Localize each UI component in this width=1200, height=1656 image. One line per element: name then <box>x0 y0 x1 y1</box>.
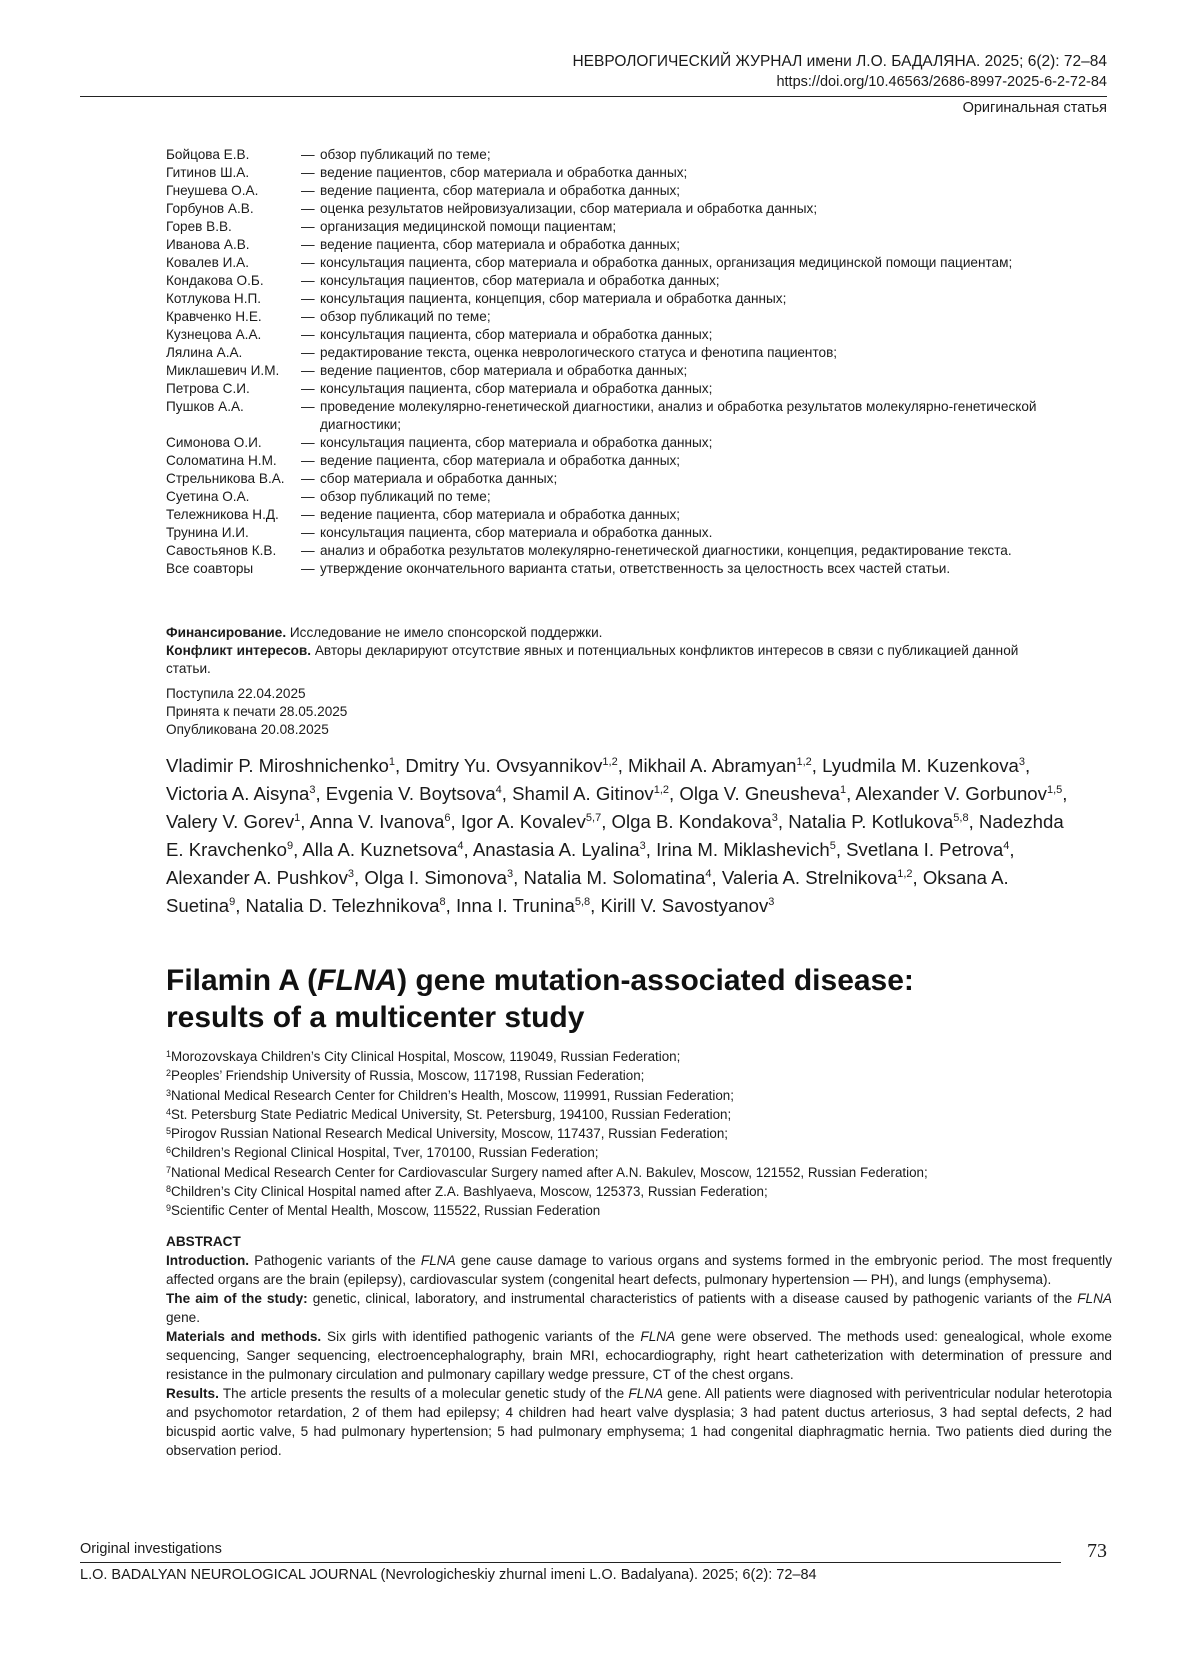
affiliation <box>166 1066 1066 1085</box>
author-name: Valery V. Gorev <box>166 811 295 832</box>
title-part-2: ) gene mutation-associated disease: <box>397 964 914 997</box>
affiliation <box>166 1182 1066 1201</box>
affiliation-number: 3 <box>166 1087 172 1098</box>
contribution-row <box>166 326 1046 344</box>
contribution-role: консультация пациента, сбор материала и обработка данных; <box>320 327 713 342</box>
intro-text-a: Pathogenic variants of the <box>249 1253 421 1268</box>
journal-citation: НЕВРОЛОГИЧЕСКИЙ ЖУРНАЛ имени Л.О. БАДАЛЯНА. 2025; 6(2): 72–84 <box>572 53 1107 70</box>
contribution-role: консультация пациентов, сбор материала и обработка данных; <box>320 273 720 288</box>
author-affiliation-ref: 9 <box>229 896 236 908</box>
abstract-aim <box>166 1289 1112 1327</box>
intro-label: Introduction. <box>166 1253 250 1268</box>
author-name: Valeria A. Strelnikova <box>721 867 898 888</box>
contribution-role: ведение пациента, сбор материала и обработка данных; <box>320 237 681 252</box>
author-affiliation-ref: 4 <box>705 868 712 880</box>
author-affiliation-ref: 9 <box>286 840 294 852</box>
contributor-name: Горбунов А.В. <box>166 201 254 216</box>
article-title <box>166 962 1066 1036</box>
contribution-row <box>166 218 1046 236</box>
abstract-methods <box>166 1327 1112 1384</box>
contribution-role: обзор публикаций по теме; <box>320 309 491 324</box>
author-name: Nadezhda E. Kravchenko <box>166 811 1064 860</box>
author <box>310 811 451 832</box>
contribution-role: консультация пациента, сбор материала и обработка данных; <box>320 435 713 450</box>
author-name: Anna V. Ivanova <box>309 811 445 832</box>
contribution-dash: — <box>301 255 315 270</box>
date-received: Поступила 22.04.2025 <box>166 686 306 701</box>
conflict-statement <box>166 642 1046 678</box>
author <box>656 839 836 860</box>
author-affiliation-ref: 3 <box>507 868 514 880</box>
contributor-name: Горев В.В. <box>166 219 232 234</box>
contribution-role: анализ и обработка результатов молекулярно-генетической диагностики, концепция, редактирование текста. <box>320 543 1012 558</box>
contribution-dash: — <box>301 525 315 540</box>
contributor-name: Лялина А.А. <box>166 345 243 360</box>
affiliation <box>166 1201 1066 1220</box>
author-name: Natalia D. Telezhnikova <box>245 895 440 916</box>
results-text-b: gene. All patients were diagnosed with periventricular nodular heterotopia and psychomotor retardation, 2 of them had epilepsy; 4 children had heart valve dysplasia; 3 had patent ductus arteriosus, 3 had septal defects, 2 had bicuspid aortic valve, 5 had pulmonary hypertension; 5 had pulmonary emphysema; 1 had congenital diaphragmatic hernia. Two patients died during the observation period. <box>166 1386 1112 1458</box>
contributor-name: Савостьянов К.В. <box>166 543 277 558</box>
contribution-row <box>166 560 1046 578</box>
affiliation <box>166 1047 1066 1066</box>
author <box>822 755 1025 776</box>
conflict-text: Авторы декларируют отсутствие явных и потенциальных конфликтов интересов в связи с публикацией данной статьи. <box>166 643 1019 676</box>
author <box>523 867 711 888</box>
affiliation-number: 8 <box>166 1184 172 1195</box>
author-affiliation-ref: 8 <box>439 896 446 908</box>
aim-text-b: gene. <box>166 1310 201 1325</box>
author-name: Kirill V. Savostyanov <box>600 895 769 916</box>
contribution-role: сбор материала и обработка данных; <box>320 471 558 486</box>
author-affiliation-ref: 6 <box>444 812 451 824</box>
author-affiliation-ref: 3 <box>639 840 646 852</box>
author-name: Shamil A. Gitinov <box>512 783 654 804</box>
abstract-results <box>166 1384 1112 1460</box>
author-contributions <box>166 146 1046 578</box>
author-name: Lyudmila M. Kuzenkova <box>822 755 1019 776</box>
page-number: 73 <box>1087 1540 1107 1562</box>
author-name: Evgenia V. Boytsova <box>325 783 496 804</box>
funding-statement <box>166 624 1046 642</box>
footer-section: Original investigations <box>80 1541 222 1557</box>
contributor-name: Бойцова Е.В. <box>166 147 250 162</box>
contribution-row <box>166 434 1046 452</box>
author-affiliation-ref: 1,2 <box>602 756 618 768</box>
author-name: Natalia M. Solomatina <box>523 867 706 888</box>
affiliation <box>166 1163 1066 1182</box>
author-name: Inna I. Trunina <box>455 895 575 916</box>
affiliation-number: 5 <box>166 1126 172 1137</box>
contributor-name: Кузнецова А.А. <box>166 327 262 342</box>
author <box>612 811 778 832</box>
author <box>166 867 354 888</box>
contribution-role: ведение пациентов, сбор материала и обработка данных; <box>320 165 688 180</box>
contributor-name: Трунина И.И. <box>166 525 249 540</box>
contributor-name: Кондакова О.Б. <box>166 273 264 288</box>
author-name: Mikhail A. Abramyan <box>628 755 797 776</box>
contribution-row <box>166 182 1046 200</box>
author-affiliation-ref: 1,2 <box>897 868 913 880</box>
contributor-name: Все соавторы <box>166 561 254 576</box>
author-affiliation-ref: 1,2 <box>653 784 670 796</box>
affiliation-number: 6 <box>166 1145 172 1156</box>
author <box>788 811 968 832</box>
author-name: Vladimir P. Miroshnichenko <box>166 755 389 776</box>
contribution-dash: — <box>301 309 315 324</box>
contributor-name: Пушков А.А. <box>166 399 244 414</box>
affiliation-text: National Medical Research Center for Children’s Health, Moscow, 119991, Russian Federation; <box>171 1087 734 1103</box>
author <box>846 839 1009 860</box>
affiliation-number: 7 <box>166 1164 172 1175</box>
funding-label: Финансирование. <box>166 625 287 640</box>
contribution-dash: — <box>301 471 315 486</box>
author-affiliation-ref: 1 <box>388 756 396 768</box>
article-dates <box>166 685 347 739</box>
aim-text-a: genetic, clinical, laboratory, and instrumental characteristics of patients with a disease caused by pathogenic variants of the <box>307 1291 1078 1306</box>
title-gene: FLNA <box>317 964 398 997</box>
contribution-role: организация медицинской помощи пациентам; <box>320 219 617 234</box>
author-affiliation-ref: 4 <box>495 784 502 796</box>
author <box>326 783 502 804</box>
contributor-name: Котлукова Н.П. <box>166 291 262 306</box>
contributor-name: Тележникова Н.Д. <box>166 507 279 522</box>
affiliation-text: Children’s City Clinical Hospital named after Z.A. Bashlyaeva, Moscow, 125373, Russian Federation; <box>171 1184 768 1200</box>
contribution-dash: — <box>301 381 315 396</box>
contribution-role: консультация пациента, концепция, сбор материала и обработка данных; <box>320 291 787 306</box>
contribution-dash: — <box>301 345 315 360</box>
author <box>628 755 812 776</box>
author-affiliation-ref: 3 <box>347 868 355 880</box>
intro-text-b: gene cause damage to various organs and systems formed in the embryonic period. The most frequently affected organs are the brain (epilepsy), cardiovascular system (congenital heart defects, pulmonary hypertension — PH), and lungs (emphysema). <box>166 1253 1112 1287</box>
doi-link[interactable]: https://doi.org/10.46563/2686-8997-2025-6-2-72-84 <box>776 74 1107 90</box>
abstract <box>166 1232 1112 1460</box>
author-affiliation-ref: 1 <box>294 812 301 824</box>
title-part-1: Filamin A ( <box>166 964 318 997</box>
author-name: Olga B. Kondakova <box>611 811 772 832</box>
author-affiliation-ref: 5 <box>829 840 836 852</box>
results-text-a: The article presents the results of a molecular genetic study of the <box>218 1386 629 1401</box>
contributor-name: Кравченко Н.Е. <box>166 309 262 324</box>
affiliations <box>166 1047 1066 1221</box>
contribution-row <box>166 470 1046 488</box>
methods-text-b: gene were observed. The methods used: genealogical, whole exome sequencing, Sanger sequencing, electroencephalography, brain MRI, echocardiography, right heart catheterization with determination of pressure and resistance in the pulmonary circulation and pulmonary capillary wedge pressure, CT of the chest organs. <box>166 1329 1112 1382</box>
abstract-introduction <box>166 1251 1112 1289</box>
author-name: Igor A. Kovalev <box>460 811 586 832</box>
contributor-name: Соломатина Н.М. <box>166 453 277 468</box>
contribution-role: ведение пациента, сбор материала и обработка данных; <box>320 507 681 522</box>
author <box>473 839 646 860</box>
author <box>722 867 913 888</box>
author-name: Natalia P. Kotlukova <box>788 811 954 832</box>
contribution-dash: — <box>301 201 315 216</box>
author-name: Alla A. Kuznetsova <box>302 839 458 860</box>
contribution-role: обзор публикаций по теме; <box>320 489 491 504</box>
contribution-row <box>166 164 1046 182</box>
author-affiliation-ref: 3 <box>771 812 778 824</box>
contribution-dash: — <box>301 273 315 288</box>
contribution-role: ведение пациента, сбор материала и обработка данных; <box>320 453 681 468</box>
contribution-dash: — <box>301 183 315 198</box>
affiliation-text: National Medical Research Center for Cardiovascular Surgery named after A.N. Bakulev, Moscow, 121552, Russian Federation; <box>171 1164 928 1180</box>
author-name: Irina M. Miklashevich <box>656 839 830 860</box>
abstract-heading: ABSTRACT <box>166 1234 241 1249</box>
running-header <box>572 52 1107 92</box>
contribution-row <box>166 488 1046 506</box>
methods-gene: FLNA <box>640 1329 676 1344</box>
results-label: Results. <box>166 1386 219 1401</box>
contribution-row <box>166 200 1046 218</box>
affiliation-text: Morozovskaya Children’s City Clinical Hospital, Moscow, 119049, Russian Federation; <box>171 1049 681 1064</box>
author <box>601 895 775 916</box>
funding-text: Исследование не имело спонсорской поддержки. <box>289 625 603 640</box>
author <box>461 811 601 832</box>
author-affiliation-ref: 1 <box>839 784 847 796</box>
author <box>166 755 395 776</box>
methods-label: Materials and methods. <box>166 1329 322 1344</box>
author-name: Olga V. Gneusheva <box>679 783 840 804</box>
footer-rule <box>80 1562 1061 1563</box>
author-name: Victoria A. Aisyna <box>166 783 310 804</box>
affiliation-text: Pirogov Russian National Research Medical University, Moscow, 117437, Russian Federation; <box>171 1126 728 1142</box>
author-affiliation-ref: 5,7 <box>585 812 602 824</box>
affiliation-number: 9 <box>166 1203 172 1214</box>
author-name: Svetlana I. Petrova <box>846 839 1004 860</box>
author <box>166 811 300 832</box>
contribution-row <box>166 146 1046 164</box>
author <box>456 895 590 916</box>
contribution-role: оценка результатов нейровизуализации, сбор материала и обработка данных; <box>320 201 818 216</box>
contribution-dash: — <box>301 363 315 378</box>
contributor-name: Симонова О.И. <box>166 435 262 450</box>
affiliation-number: 2 <box>166 1068 172 1079</box>
results-gene: FLNA <box>628 1386 664 1401</box>
contribution-dash: — <box>301 489 315 504</box>
author <box>166 783 315 804</box>
contributor-name: Стрельникова В.А. <box>166 471 285 486</box>
contribution-role: проведение молекулярно-генетической диагностики, анализ и обработка результатов молекулярно-генетической диагностики; <box>320 399 1037 432</box>
contribution-row <box>166 236 1046 254</box>
contribution-dash: — <box>301 435 315 450</box>
author-affiliation-ref: 5,8 <box>574 896 591 908</box>
contribution-role: ведение пациента, сбор материала и обработка данных; <box>320 183 681 198</box>
author <box>302 839 463 860</box>
affiliation <box>166 1143 1066 1162</box>
author-affiliation-ref: 3 <box>1018 756 1025 768</box>
author-affiliation-ref: 5,8 <box>953 812 969 824</box>
aim-label: The aim of the study: <box>166 1291 308 1306</box>
contribution-row <box>166 452 1046 470</box>
affiliation-text: Peoples’ Friendship University of Russia, Moscow, 117198, Russian Federation; <box>171 1068 645 1084</box>
affiliation-number: 1 <box>166 1049 172 1059</box>
article-type: Оригинальная статья <box>962 100 1107 116</box>
contribution-row <box>166 506 1046 524</box>
contribution-row <box>166 254 1046 272</box>
intro-gene: FLNA <box>420 1253 456 1268</box>
author-affiliation-ref: 3 <box>309 784 316 796</box>
methods-text-a: Six girls with identified pathogenic variants of the <box>321 1329 641 1344</box>
contribution-dash: — <box>301 291 315 306</box>
author-name: Anastasia A. Lyalina <box>472 839 640 860</box>
contributor-name: Миклашевич И.М. <box>166 363 280 378</box>
author <box>855 783 1062 804</box>
author-name: Alexander V. Gorbunov <box>855 783 1047 804</box>
contribution-row <box>166 542 1046 560</box>
author-name: Dmitry Yu. Ovsyannikov <box>405 755 603 776</box>
funding-conflict <box>166 624 1046 678</box>
contribution-dash: — <box>301 543 315 558</box>
affiliation <box>166 1086 1066 1105</box>
contributor-name: Иванова А.В. <box>166 237 250 252</box>
author-name: Oksana A. Suetina <box>166 867 1009 916</box>
contributor-name: Гнеушева О.А. <box>166 183 259 198</box>
contributor-name: Гитинов Ш.А. <box>166 165 250 180</box>
contribution-row <box>166 290 1046 308</box>
contribution-dash: — <box>301 147 315 162</box>
contribution-dash: — <box>301 165 315 180</box>
contribution-row <box>166 362 1046 380</box>
affiliation-number: 4 <box>166 1106 172 1117</box>
affiliation-text: Scientific Center of Mental Health, Moscow, 115522, Russian Federation <box>171 1203 601 1219</box>
date-accepted: Принята к печати 28.05.2025 <box>166 704 348 719</box>
contribution-role: консультация пациента, сбор материала и обработка данных, организация медицинской помощи пациентам; <box>320 255 1013 270</box>
author-affiliation-ref: 1,5 <box>1046 784 1063 796</box>
affiliation <box>166 1105 1066 1124</box>
contribution-role: редактирование текста, оценка неврологического статуса и фенотипа пациентов; <box>320 345 838 360</box>
contributor-name: Суетина О.А. <box>166 489 250 504</box>
contribution-role: консультация пациента, сбор материала и обработка данных; <box>320 381 713 396</box>
author-affiliation-ref: 4 <box>457 840 464 852</box>
author <box>364 867 513 888</box>
contribution-dash: — <box>301 237 315 252</box>
author-name: Alexander A. Pushkov <box>166 867 348 888</box>
contribution-row <box>166 308 1046 326</box>
contribution-role: ведение пациентов, сбор материала и обработка данных; <box>320 363 688 378</box>
contribution-dash: — <box>301 327 315 342</box>
contribution-dash: — <box>301 453 315 468</box>
contribution-row <box>166 524 1046 542</box>
contribution-row <box>166 272 1046 290</box>
author-name: Olga I. Simonova <box>364 867 508 888</box>
author <box>246 895 446 916</box>
author <box>405 755 617 776</box>
affiliation-text: St. Petersburg State Pediatric Medical University, St. Petersburg, 194100, Russian Federation; <box>171 1106 732 1122</box>
author-affiliation-ref: 1,2 <box>796 756 812 768</box>
title-line-2: results of a multicenter study <box>166 1001 585 1034</box>
author <box>679 783 846 804</box>
header-rule <box>80 96 1107 97</box>
contribution-dash: — <box>301 399 315 414</box>
contribution-row <box>166 398 1046 434</box>
contribution-dash: — <box>301 219 315 234</box>
author-affiliation-ref: 4 <box>1003 840 1010 852</box>
author-list: Vladimir P. Miroshnichenko$^1$, Dmitry Yu. Ovsyannikov$^{1,2}$, Mikhail A. Abramyan$^{1,2}$, Lyudmila M. Kuzenkova$^3$, Victoria A. Aisyna$^3$, Evgenia V. Boytsova$^4$, Shamil A. Gitinov$^{1,2}$, Olga V. Gneusheva$^1$, Alexander V. Gorbunov$^{1,5}$, Valery V. Gorev$^1$, Anna V. Ivanova$^6$, Igor A. Kovalev$^{5,7}$, Olga B. Kondakova$^3$, Natalia P. Kotlukova$^{5,8}$, Nadezhda E. Kravchenko$^9$, Alla A. Kuznetsova$^4$, Anastasia A. Lyalina$^3$, Irina M. Miklashevich$^5$, Svetlana I. Petrova$^4$, Alexander A. Pushkov$^3$, Olga I. Simonova$^3$, Natalia M. Solomatina$^4$, Valeria A. Strelnikova$^{1,2}$, Oksana A. Suetina$^9$, Natalia D. Telezhnikova$^8$, Inna I. Trunina$^{5,8}$, Kirill V. Savostyanov$^3$ <box>166 755 1068 916</box>
contribution-dash: — <box>301 507 315 522</box>
contributor-name: Ковалев И.А. <box>166 255 249 270</box>
footer-journal: L.O. BADALYAN NEUROLOGICAL JOURNAL (Nevrologicheskiy zhurnal imeni L.O. Badalyana). 2025; 6(2): 72–84 <box>80 1567 817 1583</box>
affiliation-text: Children’s Regional Clinical Hospital, Tver, 170100, Russian Federation; <box>171 1145 599 1161</box>
contribution-row <box>166 344 1046 362</box>
author <box>512 783 669 804</box>
contribution-role: обзор публикаций по теме; <box>320 147 491 162</box>
affiliation <box>166 1124 1066 1143</box>
contributor-name: Петрова С.И. <box>166 381 250 396</box>
contribution-dash: — <box>301 561 315 576</box>
contribution-row <box>166 380 1046 398</box>
aim-gene: FLNA <box>1077 1291 1112 1306</box>
conflict-label: Конфликт интересов. <box>166 643 312 658</box>
author-affiliation-ref: 3 <box>768 896 775 908</box>
date-published: Опубликована 20.08.2025 <box>166 722 329 737</box>
contribution-role: консультация пациента, сбор материала и обработка данных. <box>320 525 713 540</box>
contribution-role: утверждение окончательного варианта статьи, ответственность за целостность всех частей статьи. <box>320 561 951 576</box>
